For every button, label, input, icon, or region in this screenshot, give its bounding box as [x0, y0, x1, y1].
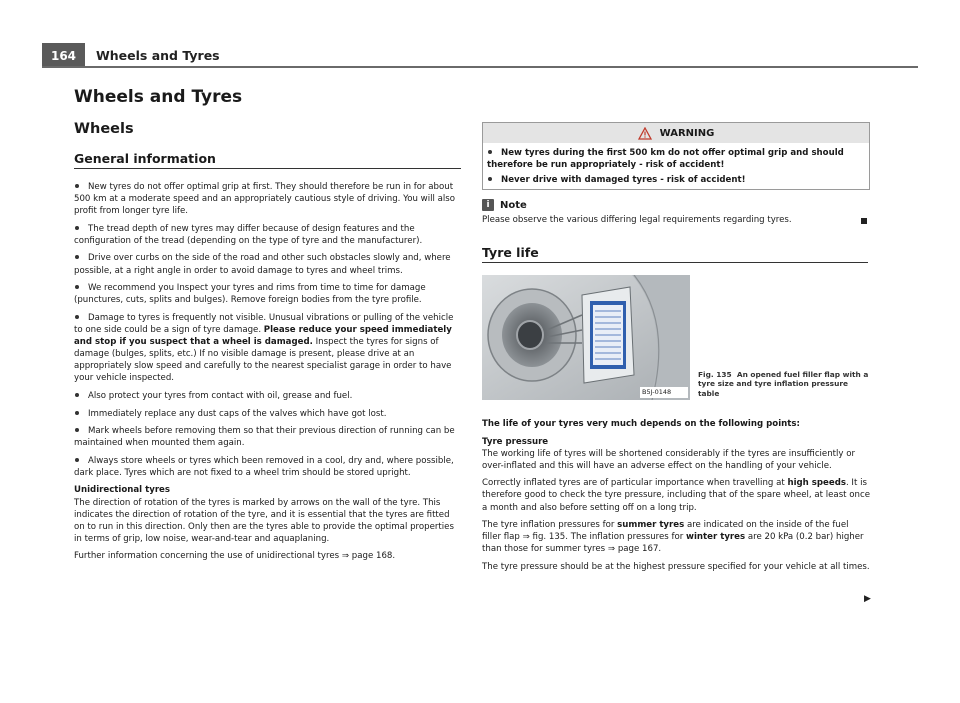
- figure-number: Fig. 135: [698, 370, 732, 379]
- figure-link[interactable]: ⇒ fig. 135: [522, 532, 566, 543]
- paragraph-emphasis: winter tyres: [686, 532, 746, 543]
- paragraph-text: are 20 kPa (0.2 bar) higher than those for summer tyres ⇒ page 167.: [482, 532, 864, 555]
- paragraph-text: Correctly inflated tyres are of particular importance when travelling at: [482, 478, 788, 489]
- warning-title: WARNING: [659, 127, 715, 139]
- bullet-item: [74, 408, 462, 420]
- warning-text: Never drive with damaged tyres - risk of accident!: [501, 175, 746, 185]
- info-icon: i: [482, 199, 494, 211]
- figure-code: B5J-0148: [642, 388, 672, 396]
- bullet-text: We recommend you Inspect your tyres and rims from time to time for damage (punctures, cuts, splits and bulges). Remove foreign bodies from the tyre profile.: [74, 283, 426, 306]
- note-title: Note: [500, 199, 527, 211]
- chapter-title: Wheels and Tyres: [74, 87, 243, 107]
- warning-box: [482, 122, 870, 190]
- subsection-title: General information: [74, 151, 216, 166]
- tyre-life-lead: The life of your tyres very much depends on the following points:: [482, 419, 800, 429]
- fuel-filler-flap-illustration: [482, 275, 690, 400]
- fuel-filler-flap-image: [482, 275, 690, 400]
- further-info[interactable]: Further information concerning the use of unidirectional tyres ⇒ page 168.: [74, 551, 396, 562]
- warning-header: [483, 123, 869, 143]
- bullet-icon: [75, 315, 79, 319]
- warning-triangle-icon: [638, 127, 652, 140]
- bullet-item: [74, 282, 462, 306]
- bullet-text: Also protect your tyres from contact with oil, grease and fuel.: [88, 390, 353, 401]
- warning-body: [483, 143, 869, 186]
- bullet-text: Immediately replace any dust caps of the valves which have got lost.: [88, 408, 387, 419]
- section-end-mark: [861, 218, 867, 224]
- paragraph: The tyre pressure should be at the highest pressure specified for your vehicle at all times.: [482, 561, 870, 572]
- paragraph-text: . The inflation pressures for: [565, 532, 687, 543]
- section-title: Wheels: [74, 121, 134, 137]
- bullet-item: [74, 252, 462, 276]
- bullet-icon: [75, 226, 79, 230]
- bullet-icon: [75, 184, 79, 188]
- bullet-text: The tread depth of new tyres may differ because of design features and the configuration of the tread (depending on the type of tyre and the manufacturer).: [74, 223, 423, 246]
- note-header: [482, 199, 527, 211]
- note-text: Please observe the various differing legal requirements regarding tyres.: [482, 215, 792, 225]
- header-rule: [42, 66, 918, 68]
- bullet-text: New tyres do not offer optimal grip at first. They should therefore be run in for about 500 km at a moderate speed and an appropriately cautious style of driving. You will also profit from longer tyre life.: [74, 182, 455, 217]
- bullet-text: Inspect the tyres for signs of damage (bulges, splits, etc.) If no visible damage is present, please drive at an appropriately slow speed and carefully to the nearest specialist garage in order to have your vehicle inspected.: [74, 337, 452, 384]
- paragraph-text: The tyre inflation pressures for: [482, 520, 618, 531]
- page-number: 164: [42, 43, 85, 68]
- bullet-icon: [488, 150, 492, 154]
- bullet-icon: [75, 285, 79, 289]
- paragraph: [482, 519, 870, 555]
- figure-caption: [698, 370, 870, 398]
- left-column: [74, 181, 462, 568]
- figure-caption-text: An opened fuel filler flap with a tyre size and tyre inflation pressure table: [698, 370, 869, 398]
- bullet-icon: [75, 411, 79, 415]
- bullet-emphasis: Please reduce your speed immediately and stop if you suspect that a wheel is damaged.: [74, 324, 452, 348]
- tyre-life-rule: [482, 262, 868, 263]
- bullet-icon: [75, 428, 79, 432]
- paragraph-text: are indicated on the inside of the fuel filler flap: [482, 520, 849, 543]
- unidirectional-title: Unidirectional tyres: [74, 485, 171, 496]
- paragraph-emphasis: high speeds: [787, 478, 846, 489]
- paragraph-emphasis: summer tyres: [617, 520, 685, 531]
- bullet-icon: [75, 393, 79, 397]
- bullet-text: Drive over curbs on the side of the road and other such obstacles slowly and, where possible, at a right angle in order to avoid damage to tyres and wheel trims.: [74, 253, 451, 276]
- warning-text: New tyres during the first 500 km do not offer optimal grip and should therefore be run appropriately - risk of accident!: [487, 148, 844, 170]
- subsection-rule: [74, 168, 461, 169]
- bullet-item: [74, 312, 462, 385]
- bullet-item: [74, 455, 462, 479]
- bullet-item: [74, 425, 462, 449]
- bullet-icon: [488, 177, 492, 181]
- bullet-item: [74, 181, 462, 217]
- tyre-pressure-title: Tyre pressure: [482, 436, 549, 447]
- paragraph-text: . It is therefore good to check the tyre pressure, including that of the spare wheel, at least once a month and also before setting off on a long trip.: [482, 478, 870, 513]
- bullet-text: Always store wheels or tyres which been removed in a cool, dry and, where possible, dark place. Tyres which are not fixed to a wheel trim should be stored upright.: [74, 455, 454, 478]
- warning-item: [487, 174, 865, 186]
- header-title: Wheels and Tyres: [96, 48, 220, 63]
- bullet-text: Mark wheels before removing them so that their previous direction of running can be maintained when mounted them again.: [74, 426, 455, 449]
- bullet-icon: [75, 255, 79, 259]
- tyre-life-heading: Tyre life: [482, 245, 539, 260]
- warning-item: [487, 147, 865, 171]
- bullet-text: Damage to tyres is frequently not visible. Unusual vibrations or pulling of the vehicle to one side could be a sign of tyre damage.: [74, 312, 454, 335]
- continue-arrow-icon: ▶: [864, 594, 871, 604]
- paragraph: The working life of tyres will be shortened considerably if the tyres are insufficiently or over-inflated and this will have an adverse effect on the handling of your vehicle.: [482, 448, 856, 471]
- right-column: [482, 418, 870, 579]
- bullet-icon: [75, 458, 79, 462]
- paragraph: [482, 477, 870, 513]
- bullet-item: [74, 223, 462, 247]
- bullet-item: [74, 390, 462, 402]
- unidirectional-text: The direction of rotation of the tyres is marked by arrows on the wall of the tyre. This indicates the direction of rotation of the tyre, and it is essential that the tyres are fitted on to run in this direction. Only then are the tyres able to provide the optimal properties in terms of grip, low noise, wear-and-tear and aquaplaning.: [74, 497, 454, 544]
